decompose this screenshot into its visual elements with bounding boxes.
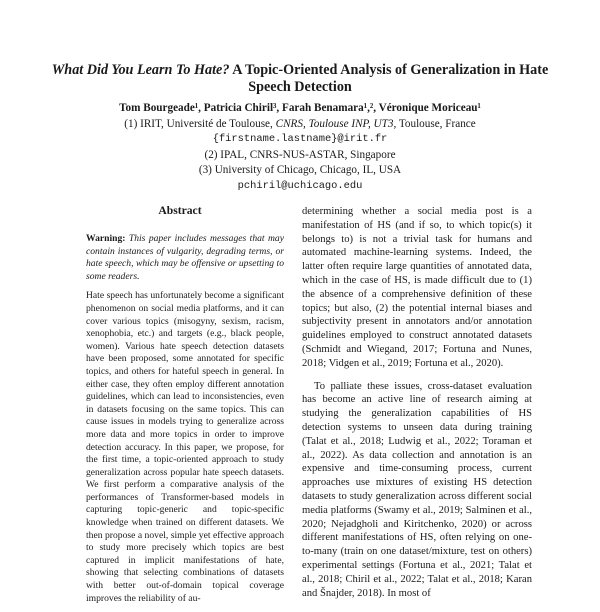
body-paragraph-1: determining whether a social media post is a manifestation of HS (and if so, to which topic(s) it belongs to) is not a trivial task for humans and automated machine-learning systems. Indeed, the latter often require large quantities of annotated data, which in the case of HS, is made difficult due to (1) the absence of a comprehensive definition of these topics; but also, (2) the potential internal biases and subjectivity present in annotators and/or annotation guidelines employed to construct annotated datasets (Schmidt and Wiegand, 2017; Fortuna and Nunes, 2018; Vidgen et al., 2019; Fortuna et al., 2020). [302,206,532,369]
affiliation-3: (3) University of Chicago, Chicago, IL, USA [198,164,402,177]
author-names: Tom Bourgeade¹, Patricia Chiril³, Farah Benamara¹,², Véronique Moriceau¹ [119,102,481,114]
abstract-column [86,233,284,612]
warning-text: This paper includes messages that may contain instances of vulgarity, degrading terms, or hate speech, which may be offensive or upsetting to some readers. [86,233,284,282]
paper-title [40,62,560,96]
abstract-heading: Abstract [158,204,202,217]
warning-label: Warning: [86,233,126,244]
affiliation-2: (2) IPAL, CNRS-NUS-ASTAR, Singapore [204,148,396,161]
abstract-paragraph: Hate speech has unfortunately become a significant phenomenon on social media platforms, and it can cover various topics (misogyny, sexism, racism, xenophobia, etc.) and targets (e.g., black people, women). Various hate speech detection datasets have been proposed, some annotated for specific topics, and others for hateful speech in general. In either case, they often employ different annotation guidelines, which can lead to inconsistencies, even in datasets focusing on the same topics. This can cause issues in models trying to generalize across more data and more topics in order to improve detection accuracy. In this paper, we propose, for the first time, a topic-oriented approach to study generalization across popular hate speech datasets. We first perform a comparative analysis of the performances of Transformer-based models in capturing topic-generic and topic-specific knowledge when trained on different datasets. We then propose a novel, simple yet effective approach to study more precisely which topics are best captured in implicit manifestations of hate, showing that selecting combinations of datasets with better out-of-domain topical coverage improves the reliability of au- [86,290,284,604]
title-rest: A Topic-Oriented Analysis of Generalization in Hate Speech Detection [232,62,549,95]
email-3: pchiril@uchicago.edu [237,179,363,192]
affiliation-1 [40,117,560,133]
author-block [40,101,560,195]
affiliation-1-pre: (1) IRIT, Université de Toulouse, [124,117,276,130]
email-1: {firstname.lastname}@irit.fr [212,133,388,146]
affiliation-1-italic: CNRS, Toulouse INP, UT3 [275,117,394,130]
affiliation-1-post: , Toulouse, France [393,117,476,130]
title-italic-part: What Did You Learn To Hate? [51,62,230,78]
body-column [302,205,532,609]
warning-paragraph [86,233,284,283]
body-paragraph-2: To palliate these issues, cross-dataset evaluation has become an active line of research aiming at studying the generalization capabilities of HS detection systems to unseen data during training (Talat et al., 2018; Ludwig et al., 2022; Toraman et al., 2022). As data collection and annotation is an expensive and time-consuming process, current approaches use mixtures of existing HS detection datasets to study generalization across different social media platforms (Swamy et al., 2019; Salminen et al., 2020; Nejadgholi and Kiritchenko, 2020) or across different manifestations of HS, often relying on one-to-many (train on one dataset/mixture, test on others) experimental settings (Fortuna et al., 2021; Talat et al., 2018; Chiril et al., 2022; Talat et al., 2018; Karan and Šnajder, 2018). In most of [302,380,532,599]
